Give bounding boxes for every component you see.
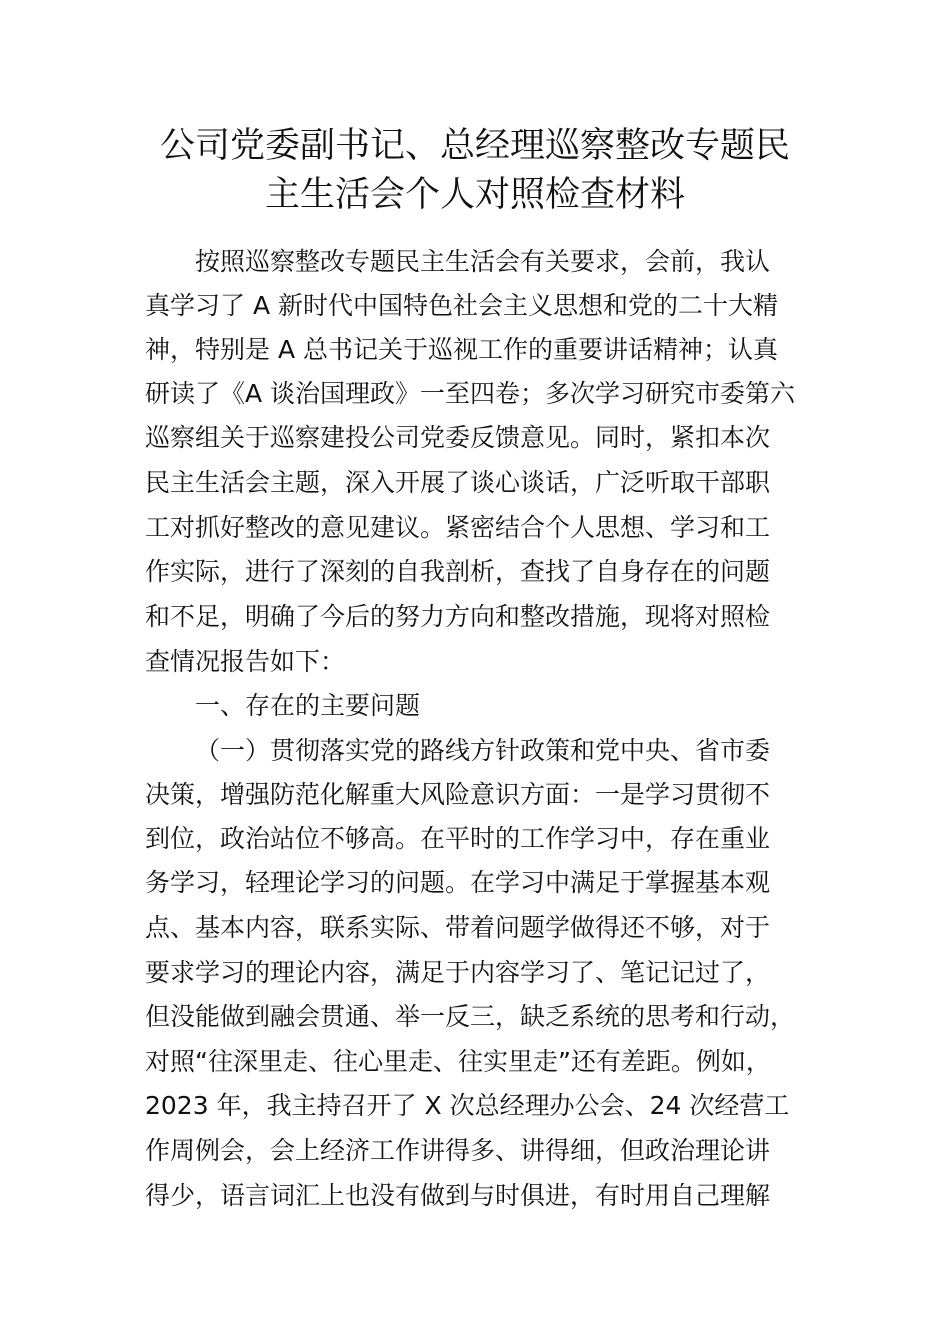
- paragraph-line: 要求学习的理论内容，满足于内容学习了、笔记记过了，: [145, 958, 771, 987]
- section-heading: 一、存在的主要问题: [195, 691, 421, 720]
- paragraph-line: 得少，语言词汇上也没有做到与时俱进，有时用自己理解: [145, 1181, 771, 1210]
- paragraph-line: 真学习了 A 新时代中国特色社会主义思想和党的二十大精: [145, 291, 778, 320]
- paragraph-line: 按照巡察整改专题民主生活会有关要求，会前，我认: [195, 247, 771, 276]
- paragraph-line: 务学习，轻理论学习的问题。在学习中满足于掌握基本观: [145, 868, 771, 897]
- paragraph-line: 对照“往深里走、往心里走、往实里走”还有差距。例如，: [145, 1047, 771, 1076]
- paragraph-line: 民主生活会主题，深入开展了谈心谈话，广泛听取干部职: [145, 468, 771, 497]
- paragraph-line: 工对抓好整改的意见建议。紧密结合个人思想、学习和工: [145, 513, 771, 542]
- paragraph-line: 巡察组关于巡察建投公司党委反馈意见。同时，紧扣本次: [145, 423, 771, 452]
- paragraph-line: 和不足，明确了今后的努力方向和整改措施，现将对照检: [145, 602, 771, 631]
- paragraph-line: 点、基本内容，联系实际、带着问题学做得还不够，对于: [145, 913, 771, 942]
- subsection-heading-line: （一）贯彻落实党的路线方针政策和党中央、省市委: [195, 736, 771, 765]
- paragraph-line: 决策，增强防范化解重大风险意识方面：一是学习贯彻不: [145, 780, 771, 809]
- paragraph-line: 神，特别是 A 总书记关于巡视工作的重要讲话精神；认真: [145, 335, 778, 364]
- document-title-line-1: 公司党委副书记、总经理巡察整改专题民: [159, 126, 790, 166]
- paragraph-line: 2023 年，我主持召开了 X 次总经理办公会、24 次经营工: [145, 1091, 790, 1120]
- paragraph-line: 但没能做到融会贯通、举一反三，缺乏系统的思考和行动，: [145, 1002, 796, 1031]
- paragraph-line: 到位，政治站位不够高。在平时的工作学习中，存在重业: [145, 824, 771, 853]
- paragraph-line: 研读了《A 谈治国理政》一至四卷；多次学习研究市委第六: [145, 379, 796, 408]
- paragraph-line: 作实际，进行了深刻的自我剖析，查找了自身存在的问题: [145, 557, 771, 586]
- paragraph-line: 查情况报告如下：: [145, 647, 346, 676]
- document-title-line-2: 主生活会个人对照检查材料: [264, 175, 685, 215]
- paragraph-line: 作周例会，会上经济工作讲得多、讲得细，但政治理论讲: [145, 1136, 771, 1165]
